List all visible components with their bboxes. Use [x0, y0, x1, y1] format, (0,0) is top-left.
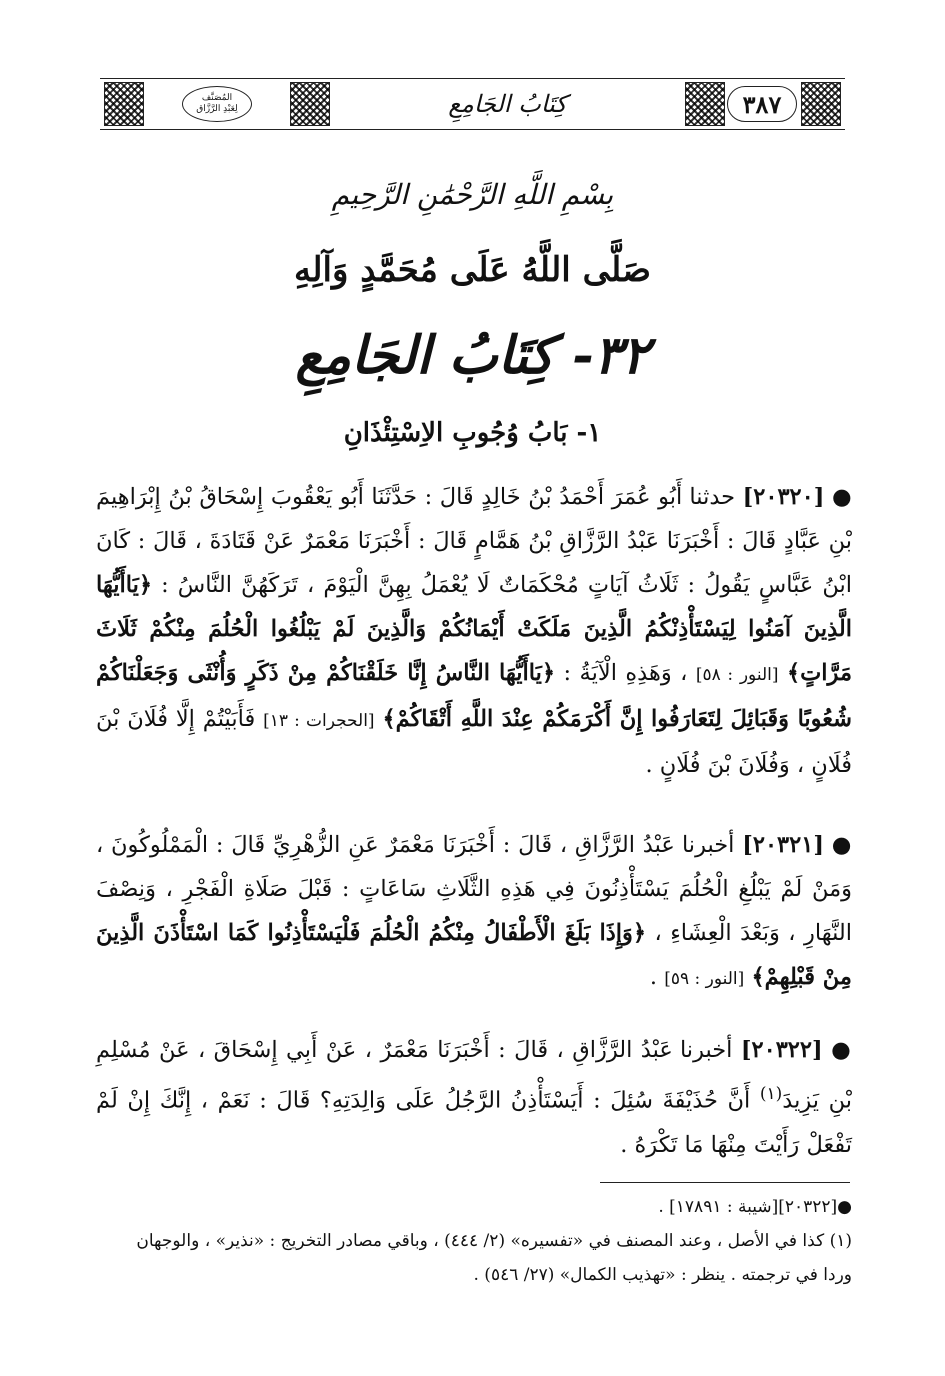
hadith-connector: ، وَهَذِهِ الْآيَةُ :	[563, 660, 688, 686]
hadith-ending: .	[649, 964, 658, 990]
hadith-number: [٢٠٣٢١]	[742, 832, 824, 858]
footnote-source: ●[٢٠٣٢٢][شيبة : ١٧٨٩١] .	[658, 1197, 852, 1217]
header-rule-top	[100, 78, 845, 79]
footnote-1-line-2: وردا في ترجمته . ينظر : «تهذيب الكمال» (٢٧/ ٥٤٦) .	[473, 1265, 852, 1285]
hadith-bullet: ●	[831, 832, 853, 858]
ornament-left-outer	[104, 82, 144, 126]
ornament-right-outer	[801, 82, 841, 126]
ornament-left-inner	[290, 82, 330, 126]
chapter-title: ١- بَابُ وُجُوبِ الاِسْتِئْذَانِ	[343, 418, 602, 448]
page-number: ٣٨٧	[727, 86, 797, 122]
salawat-heading: صَلَّى اللَّهُ عَلَى مُحَمَّدٍ وَآلِهِ	[293, 250, 652, 290]
footnote-1-line-1: (١) كذا في الأصل ، وعند المصنف في «تفسيره» (٢/ ٤٤٤) ، وباقي مصادر التخريج : «نذير» ، والوجهان	[136, 1231, 852, 1251]
hadith-isnad: حدثنا أَبُو عُمَرَ أَحْمَدُ بْنُ خَالِدٍ قَالَ : حَدَّثَنَا أَبُو يَعْقُوبَ إِسْحَاقُ بْنُ إِبْرَاهِيمَ بْنِ عَبَّادٍ قَالَ : أَخْبَرَنَا عَبْدُ الرَّزَّاقِ بْنُ هَمَّامٍ قَالَ : أَخْبَرَنَا مَعْمَرٌ عَنْ قَتَادَةَ ، قَالَ : كَانَ ابْنُ عَبَّاسٍ يَقُولُ : ثَلَاثُ آيَاتٍ مُحْكَمَاتٌ لَا يُعْمَلُ بِهِنَّ الْيَوْمَ ، تَرَكَهُنَّ النَّاسُ :	[96, 484, 853, 598]
quran-verse: ﴿يَاأَيُّهَا النَّاسُ إِنَّا خَلَقْنَاكُمْ مِنْ ذَكَرٍ وَأُنْثَى وَجَعَلْنَاكُمْ شُعُوبًا وَقَبَائِلَ لِتَعَارَفُوا إِنَّ أَكْرَمَكُمْ عِنْدَ اللَّهِ أَتْقَاكُمْ﴾	[96, 660, 853, 732]
logo-line-2: لِعَبْدِ الرَّزَّاق	[196, 104, 238, 114]
running-title: كِتَابُ الجَامِعِ	[448, 90, 567, 118]
hadith-20320	[96, 475, 852, 787]
hadith-bullet: ●	[831, 1037, 852, 1063]
book-title: ٣٢- كِتَابُ الجَامِعِ	[295, 325, 650, 386]
verse-reference: [النور : ٥٨]	[695, 665, 779, 685]
footnote-marker[interactable]: (١)	[759, 1084, 783, 1104]
ornament-right-inner	[685, 82, 725, 126]
hadith-bullet: ●	[831, 484, 853, 510]
footnotes	[96, 1190, 852, 1292]
hadith-20321	[96, 823, 852, 1001]
hadith-text: أخبرنا عَبْدُ الرَّزَّاقِ ، قَالَ : أَخْبَرَنَا مَعْمَرٌ عَنِ الزُّهْرِيِّ قَالَ : الْمَمْلُوكُونَ ، وَمَنْ لَمْ يَبْلُغِ الْحُلُمَ يَسْتَأْذِنُونَ فِي هَذِهِ الثَّلَاثِ سَاعَاتٍ : قَبْلَ صَلَاةِ الْفَجْرِ ، وَنِصْفَ النَّهَارِ ، وَبَعْدَ الْعِشَاءِ ،	[96, 832, 852, 946]
verse-reference: [الحجرات : ١٣]	[263, 711, 375, 731]
quran-verse: ﴿وَإِذَا بَلَغَ الْأَطْفَالُ مِنْكُمُ الْحُلُمَ فَلْيَسْتَأْذِنُوا كَمَا اسْتَأْذَنَ الَّذِينَ مِنْ قَبْلِهِمْ﴾	[96, 920, 852, 990]
hadith-number: [٢٠٣٢٠]	[742, 484, 825, 510]
quran-verse: ﴿يَاأَيُّهَا الَّذِينَ آمَنُوا لِيَسْتَأْذِنْكُمُ الَّذِينَ مَلَكَتْ أَيْمَانُكُمْ وَالَّذِينَ لَمْ يَبْلُغُوا الْحُلُمَ مِنْكُمْ ثَلَاثَ مَرَّاتٍ﴾	[96, 572, 853, 686]
hadith-text: أخبرنا عَبْدُ الرَّزَّاقِ ، قَالَ : أَخْبَرَنَا مَعْمَرٌ ، عَنْ أَبِي إِسْحَاقَ ، عَنْ مُسْلِمِ بْنِ يَزِيدَ	[96, 1037, 853, 1114]
footnote-separator	[600, 1182, 850, 1183]
hadith-ending: فَأَبَيْتُمْ إِلَّا فُلَانَ بْنَ فُلَانٍ ، وَفُلَانَ بْنَ فُلَانٍ .	[96, 706, 852, 778]
series-logo	[148, 84, 286, 124]
hadith-20322	[96, 1028, 852, 1167]
hadith-text-continued: أَنَّ حُذَيْفَةَ سُئِلَ : أَيَسْتَأْذِنُ الرَّجُلُ عَلَى وَالِدَتِهِ؟ قَالَ : نَعَمْ ، إِنَّكَ إِنْ لَمْ تَفْعَلْ رَأَيْتَ مِنْهَا مَا تَكْرَهُ .	[96, 1087, 852, 1158]
series-logo-emblem	[182, 86, 252, 122]
header-rule-bottom	[100, 129, 845, 130]
basmala: بِسْمِ اللَّهِ الرَّحْمَٰنِ الرَّحِيمِ	[331, 178, 614, 211]
verse-reference: [النور : ٥٩]	[664, 969, 745, 989]
page-header	[100, 78, 845, 130]
hadith-number: [٢٠٣٢٢]	[740, 1037, 823, 1063]
logo-line-1: المُصَنَّف	[201, 93, 233, 103]
